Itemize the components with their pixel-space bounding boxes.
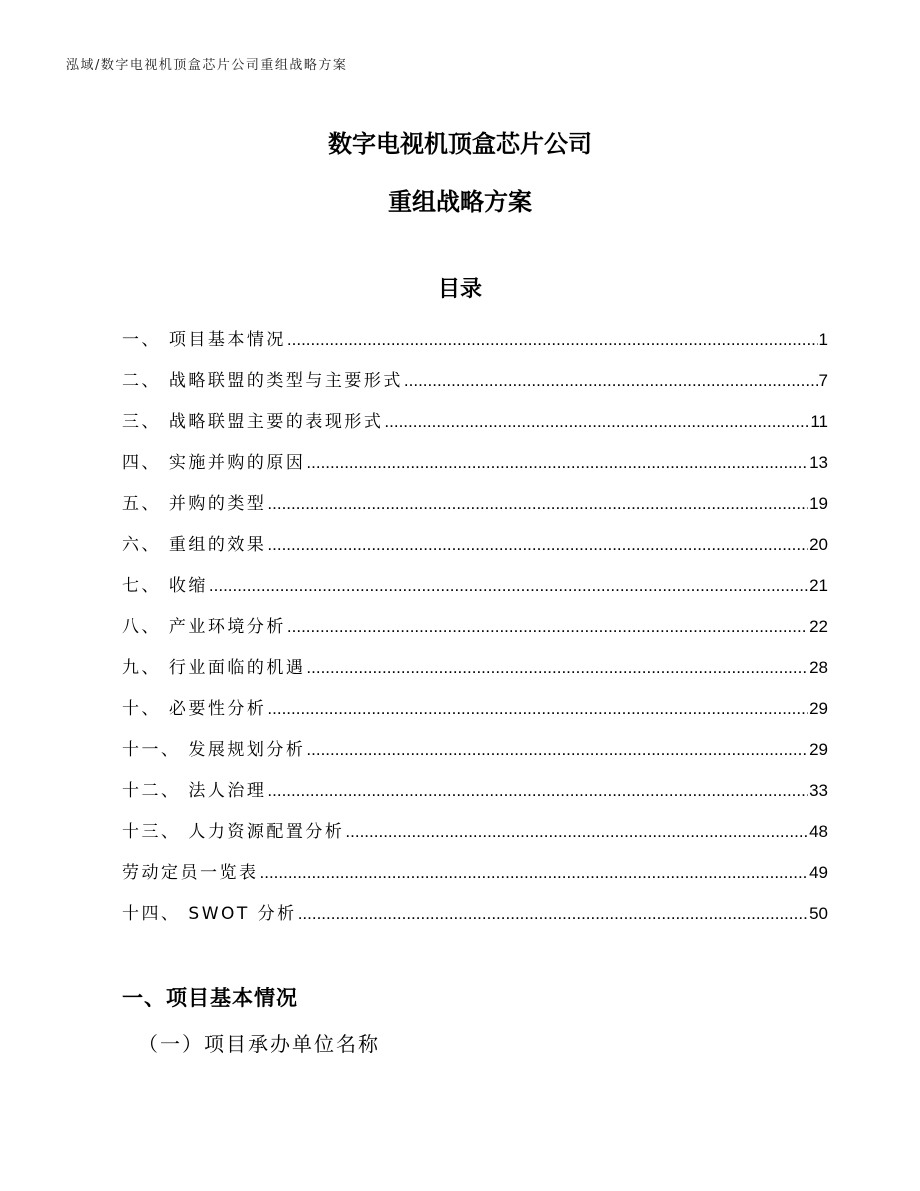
toc-page-number: 33 bbox=[809, 781, 828, 800]
toc-leader bbox=[260, 863, 809, 883]
section-heading: 一、项目基本情况 bbox=[122, 986, 298, 1010]
toc-entry-label: 十三、 人力资源配置分析 bbox=[122, 822, 345, 842]
toc-page-number: 21 bbox=[809, 576, 828, 595]
document-title: 数字电视机顶盒芯片公司 bbox=[328, 130, 592, 158]
document-subtitle: 重组战略方案 bbox=[388, 188, 532, 216]
toc-leader bbox=[306, 658, 808, 678]
toc-entry-label: 劳动定员一览表 bbox=[122, 863, 259, 883]
toc-page-number: 13 bbox=[809, 453, 828, 472]
toc-entry-label: 九、 行业面临的机遇 bbox=[122, 658, 306, 678]
toc-entry[interactable] bbox=[122, 735, 828, 776]
toc-entry-label: 十、 必要性分析 bbox=[122, 699, 267, 719]
toc-page-number: 11 bbox=[810, 412, 828, 431]
toc-entry-label: 十四、 SWOT 分析 bbox=[122, 904, 297, 924]
toc-leader bbox=[287, 330, 818, 350]
toc-entry-label: 一、 项目基本情况 bbox=[122, 330, 286, 350]
toc-page-number: 48 bbox=[809, 822, 828, 841]
toc-entry[interactable] bbox=[122, 776, 828, 817]
toc-leader bbox=[306, 453, 808, 473]
toc-page-number: 49 bbox=[809, 863, 828, 882]
toc-entry[interactable] bbox=[122, 448, 828, 489]
toc-page-number: 28 bbox=[809, 658, 828, 677]
toc-page-number: 50 bbox=[809, 904, 828, 923]
subsection-heading: （一）项目承办单位名称 bbox=[138, 1032, 380, 1056]
running-header: 泓域/数字电视机顶盒芯片公司重组战略方案 bbox=[66, 58, 348, 73]
toc-entry-label: 七、 收缩 bbox=[122, 576, 208, 596]
toc-entry-label: 三、 战略联盟主要的表现形式 bbox=[122, 412, 384, 432]
toc-entry[interactable] bbox=[122, 858, 828, 899]
toc-entry[interactable] bbox=[122, 694, 828, 735]
toc-leader bbox=[298, 904, 808, 924]
toc-leader bbox=[267, 781, 808, 801]
table-of-contents bbox=[122, 325, 828, 940]
toc-entry-label: 十二、 法人治理 bbox=[122, 781, 267, 801]
toc-page-number: 29 bbox=[809, 740, 828, 759]
toc-leader bbox=[267, 494, 808, 514]
toc-leader bbox=[267, 699, 808, 719]
toc-page-number: 22 bbox=[809, 617, 828, 636]
toc-page-number: 20 bbox=[809, 535, 828, 554]
toc-entry-label: 五、 并购的类型 bbox=[122, 494, 267, 514]
toc-title: 目录 bbox=[437, 277, 482, 302]
toc-leader bbox=[287, 617, 808, 637]
toc-entry-label: 二、 战略联盟的类型与主要形式 bbox=[122, 371, 403, 391]
toc-leader bbox=[209, 576, 808, 596]
toc-page-number: 19 bbox=[809, 494, 828, 513]
toc-entry-label: 六、 重组的效果 bbox=[122, 535, 267, 555]
toc-leader bbox=[384, 412, 809, 432]
toc-entry[interactable] bbox=[122, 407, 828, 448]
toc-entry[interactable] bbox=[122, 325, 828, 366]
toc-entry[interactable] bbox=[122, 899, 828, 940]
toc-entry[interactable] bbox=[122, 571, 828, 612]
toc-entry[interactable] bbox=[122, 530, 828, 571]
toc-entry[interactable] bbox=[122, 366, 828, 407]
toc-entry[interactable] bbox=[122, 653, 828, 694]
toc-leader bbox=[306, 740, 808, 760]
toc-entry[interactable] bbox=[122, 817, 828, 858]
toc-leader bbox=[267, 535, 808, 555]
toc-page-number: 29 bbox=[809, 699, 828, 718]
toc-page-number: 7 bbox=[818, 371, 828, 390]
toc-page-number: 1 bbox=[818, 330, 828, 349]
toc-leader bbox=[345, 822, 808, 842]
toc-entry[interactable] bbox=[122, 612, 828, 653]
toc-entry-label: 十一、 发展规划分析 bbox=[122, 740, 306, 760]
toc-entry-label: 八、 产业环境分析 bbox=[122, 617, 286, 637]
toc-entry[interactable] bbox=[122, 489, 828, 530]
toc-leader bbox=[404, 371, 818, 391]
toc-entry-label: 四、 实施并购的原因 bbox=[122, 453, 306, 473]
